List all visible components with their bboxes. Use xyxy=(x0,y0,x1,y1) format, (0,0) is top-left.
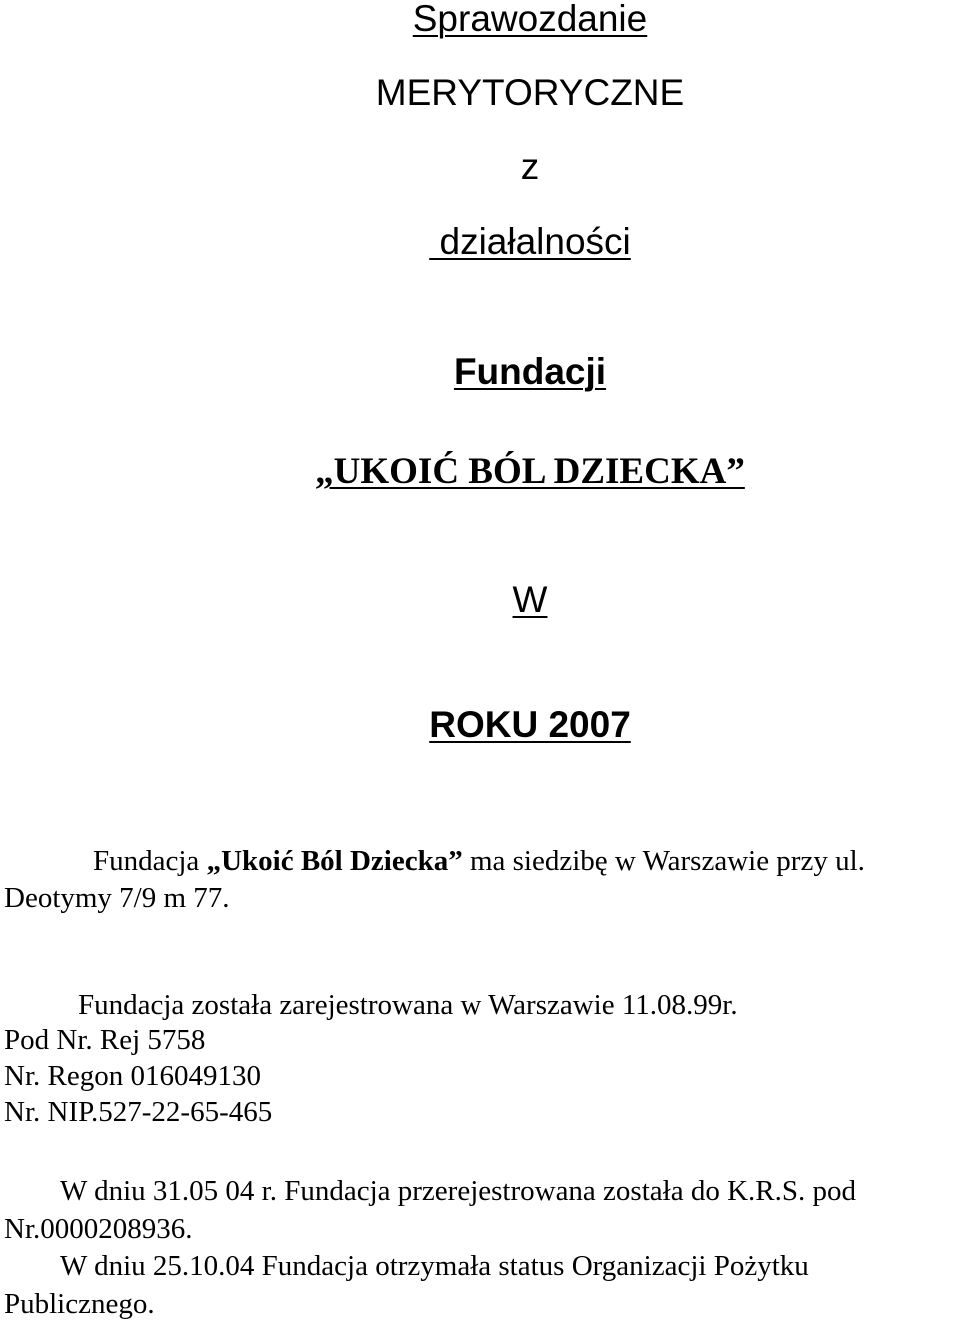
para3-line2: Nr.0000208936. xyxy=(4,1213,193,1245)
title-sprawozdanie: Sprawozdanie xyxy=(412,0,648,39)
para2-line4: Nr. NIP.527-22-65-465 xyxy=(4,1096,273,1128)
para1-suffix: ma siedzibę w Warszawie przy ul. xyxy=(462,845,865,877)
title-w: W xyxy=(512,579,548,620)
para2-line2: Pod Nr. Rej 5758 xyxy=(4,1024,206,1056)
title-merytoryczne: MERYTORYCZNE xyxy=(375,72,685,113)
para1-line2: Deotymy 7/9 m 77. xyxy=(4,882,230,914)
para1-line1 xyxy=(93,844,865,878)
title-z: z xyxy=(520,146,540,187)
para3-line4: Publicznego. xyxy=(4,1288,155,1320)
title-foundation-name: „UKOIĆ BÓL DZIECKA” xyxy=(315,451,745,492)
para1-foundation-name: „Ukoić Ból Dziecka” xyxy=(206,845,463,877)
title-dzialalnosci: działalności xyxy=(429,221,631,262)
para3-line1: W dniu 31.05 04 r. Fundacja przerejestrowana została do K.R.S. pod xyxy=(60,1175,856,1207)
para2-line3: Nr. Regon 016049130 xyxy=(4,1060,261,1092)
para2-line1: Fundacja została zarejestrowana w Warszawie 11.08.99r. xyxy=(78,989,738,1021)
title-roku-2007: ROKU 2007 xyxy=(429,704,631,745)
para1-prefix: Fundacja xyxy=(93,845,207,877)
para3-line3: W dniu 25.10.04 Fundacja otrzymała status Organizacji Pożytku xyxy=(60,1250,809,1282)
title-fundacji: Fundacji xyxy=(453,351,607,392)
